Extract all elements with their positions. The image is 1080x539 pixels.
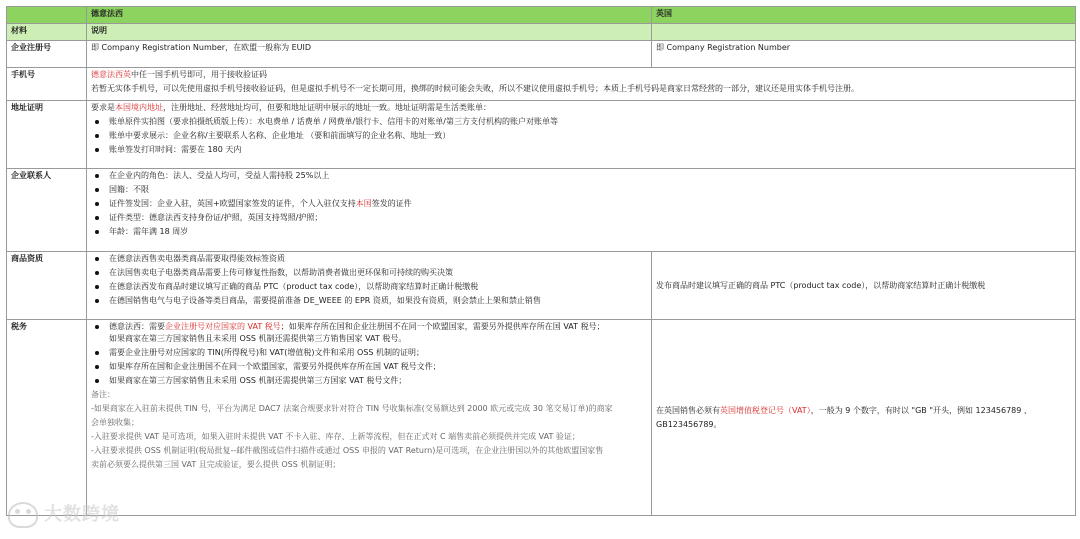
phone-line2: 若暂无实体手机号，可以先使用虚拟手机号接收验证码，但是虚拟手机号不一定长期可用，换绑的时候可能会失败，所以不建议使用虚拟手机号；本质上手机号码是商家日常经营的一部分，建议还是用实体手机号注册。 (91, 84, 859, 93)
watermark-text: 大数跨境 (44, 503, 120, 525)
address-bullet: 账单中要求展示：企业名称/主要联系人名称、企业地址 （要和前面填写的企业名称、地址一致） (91, 131, 1071, 141)
goods-uk: 发布商品时建议填写正确的商品 PTC（product tax code），以帮助商家结算时正确计税缴税 (652, 252, 1076, 320)
label-address: 地址证明 (7, 101, 87, 169)
label-contact: 企业联系人 (7, 169, 87, 252)
row-contact (7, 169, 1076, 252)
watermark-logo (8, 502, 120, 528)
tax-list (91, 322, 647, 386)
header-uk: 英国 (652, 7, 1076, 24)
tax-bullet: 如果商家在第三方国家销售且未采用 OSS 机制还需提供第三方国家 VAT 税号文件； (91, 376, 647, 386)
address-bullet: 账单原件实拍图（要求拍摄纸质版上传）：水电费单 / 话费单 / 网费单/银行卡、信用卡的对账单/第三方支付机构的账户对账单等 (91, 117, 1071, 127)
goods-eu (87, 252, 652, 320)
address-bullet: 账单签发打印时间：需要在 180 天内 (91, 145, 1071, 155)
comparison-table (6, 6, 1076, 516)
address-list (91, 117, 1071, 155)
row-tax (7, 320, 1076, 516)
tax-b1-b: ；如果库存所在国和企业注册国不在同一个欧盟国家，需要另外提供库存所在国 VAT 税号； (280, 322, 605, 331)
header-blank (7, 7, 87, 24)
tax-bullet (91, 322, 647, 332)
row-address (7, 101, 1076, 169)
row-goods (7, 252, 1076, 320)
contact-b3-b: 签发的证件 (371, 199, 412, 208)
goods-bullet: 在法国售卖电子电器类商品需要上传可修复性指数，以帮助消费者做出更环保和可持续的购买决策 (91, 268, 647, 278)
tax-note-3b: 卖前必须要么提供第三国 VAT 且完成验证，要么提供 OSS 机制证明； (91, 460, 341, 469)
contact-desc (87, 169, 1076, 252)
tax-note-1b: 会单独收集； (91, 418, 139, 427)
tax-note-3a: -入驻要求提供 OSS 机制证明(税局批复--邮件截图或信件扫描件或通过 OSS 申报的 VAT Return)是可选项，在企业注册国以外的其他欧盟国家售 (91, 446, 604, 455)
label-goods: 商品资质 (7, 252, 87, 320)
label-tax: 税务 (7, 320, 87, 516)
tax-notes (91, 390, 647, 470)
tax-eu (87, 320, 652, 516)
tax-uk-a: 在英国销售必须有 (656, 405, 720, 415)
contact-list (91, 171, 1071, 237)
contact-bullet (91, 199, 1071, 209)
subheader-material: 材料 (7, 24, 87, 41)
address-intro-a: 要求是 (91, 103, 115, 112)
tax-b1-red: 企业注册号对应国家的 VAT 税号 (165, 322, 281, 331)
row-phone (7, 68, 1076, 101)
subheader-row (7, 24, 1076, 41)
address-desc (87, 101, 1076, 169)
tax-b1-cont: 如果商家在第三方国家销售且未采用 OSS 机制还需提供第三方销售国家 VAT 税号。 (109, 334, 407, 343)
tax-uk-red: 英国增值税登记号（VAT） (720, 405, 811, 415)
tax-uk (652, 320, 1076, 516)
contact-bullet: 证件类型：德意法西支持身份证/护照，英国支持驾照/护照； (91, 213, 1071, 223)
tax-note-2: -入驻要求提供 VAT 是可选项，如果入驻时未提供 VAT 不卡入驻、库存、上新等流程，但在正式对 C 端售卖前必须提供并完成 VAT 验证； (91, 432, 580, 441)
tax-bullet: 需要企业注册号对应国家的 TIN(所得税号)和 VAT(增值税)文件和采用 OSS 机制的证明； (91, 348, 647, 358)
address-intro-red: 本国境内地址 (115, 103, 163, 112)
row-registration (7, 41, 1076, 68)
goods-bullet: 在德国销售电气与电子设备等类目商品，需要提前准备 DE_WEEE 的 EPR 资质，如果没有资质，则会禁止上架和禁止销售 (91, 296, 647, 306)
label-phone: 手机号 (7, 68, 87, 101)
watermark-icon (8, 502, 38, 528)
contact-b3-red: 本国 (355, 199, 372, 208)
phone-line1: 中任一国手机号即可，用于接收验证码 (131, 70, 267, 79)
tax-uk-c: GB123456789。 (656, 419, 722, 429)
contact-bullet: 在企业内的角色：法人、受益人均可，受益人需持股 25%以上 (91, 171, 1071, 181)
tax-uk-b: ，一般为 9 个数字，有时以 "GB "开头，例如 123456789 、 (810, 405, 1032, 415)
tax-note-1a: -如果商家在入驻前未提供 TIN 号，平台为满足 DAC7 法案合规要求针对符合 TIN 号收集标准(交易额达到 2000 欧元或完成 30 笔交易订单)的商家 (91, 404, 613, 413)
reg-eu: 即 Company Registration Number，在欧盟一般称为 EUID (87, 41, 652, 68)
goods-bullet: 在德意法西发布商品时建议填写正确的商品 PTC（product tax code），以帮助商家结算时正确计税缴税 (91, 282, 647, 292)
contact-b3-a: 证件签发国：企业入驻，英国+欧盟国家签发的证件，个人入驻仅支持 (109, 199, 356, 208)
subheader-desc: 说明 (87, 24, 652, 41)
goods-list (91, 254, 647, 306)
header-row (7, 7, 1076, 24)
address-intro-b: ，注册地址、经营地址均可，但要和地址证明中展示的地址一致。地址证明需是生活类账单： (163, 103, 491, 112)
tax-b1-a: 德意法西：需要 (109, 322, 165, 331)
contact-bullet: 国籍：不限 (91, 185, 1071, 195)
label-registration: 企业注册号 (7, 41, 87, 68)
goods-bullet: 在德意法西售卖电器类商品需要取得能效标签资质 (91, 254, 647, 264)
tax-bullet: 如果库存所在国和企业注册国不在同一个欧盟国家，需要另外提供库存所在国 VAT 税号文件； (91, 362, 647, 372)
phone-desc (87, 68, 1076, 101)
phone-countries: 德意法西英 (91, 70, 131, 79)
header-eu: 德意法西 (87, 7, 652, 24)
contact-bullet: 年龄：需年满 18 周岁 (91, 227, 1071, 237)
subheader-blank (652, 24, 1076, 41)
reg-uk: 即 Company Registration Number (652, 41, 1076, 68)
tax-note-title: 备注： (91, 390, 115, 399)
